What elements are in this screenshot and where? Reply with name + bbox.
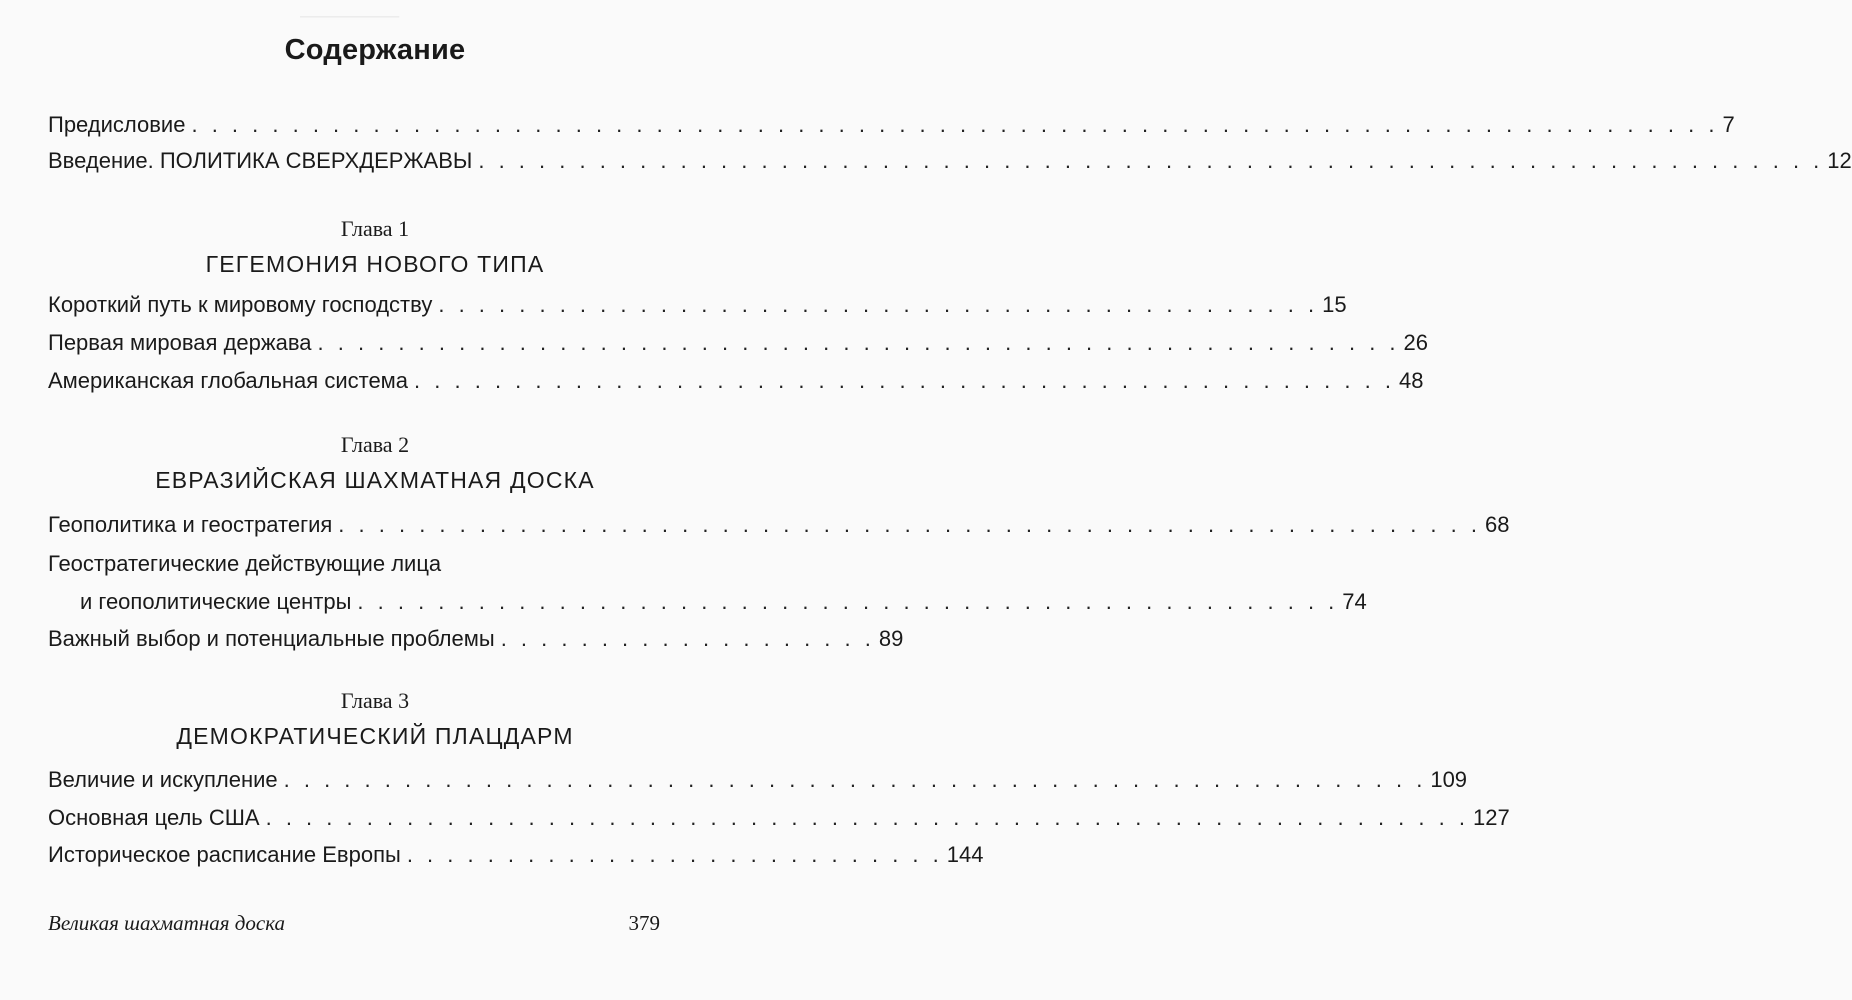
toc-entry-label: Введение. ПОЛИТИКА СВЕРХДЕРЖАВЫ bbox=[48, 148, 473, 173]
toc-entry-page: 26 bbox=[1403, 330, 1429, 355]
toc-entry-label: Основная цель США bbox=[48, 805, 260, 830]
dot-leader: . . . . . . . . . . . . . . . . . . . . . . . . . . . . . . . . . . . . . . . . . . . . . . . . . . . . . . bbox=[317, 330, 1400, 355]
chapter-title: ЕВРАЗИЙСКАЯ ШАХМАТНАЯ ДОСКА bbox=[155, 467, 595, 493]
toc-entry-introduction bbox=[48, 146, 1852, 176]
toc-entry-page: 68 bbox=[1485, 512, 1510, 537]
dot-leader: . . . . . . . . . . . . . . . . . . . . . . . . . . . . . . . . . . . . . . . . . . . . . . . . . . . . . . . . . bbox=[283, 767, 1427, 792]
toc-entry bbox=[48, 290, 1347, 320]
dot-leader: . . . . . . . . . . . . . . . . . . . . . . . . . . . . . . . . . . . . . . . . . . . . . . . . . . . . . . . . . . . . . . . . . . . bbox=[478, 148, 1824, 173]
toc-entry bbox=[48, 328, 1429, 358]
chapter-number: Глава 3 bbox=[340, 688, 410, 713]
toc-entry bbox=[48, 803, 1510, 833]
toc-entry-label: Величие и искупление bbox=[48, 767, 278, 792]
chapter-title: ДЕМОКРАТИЧЕСКИЙ ПЛАЦДАРМ bbox=[176, 723, 574, 749]
chapter-title: ГЕГЕМОНИЯ НОВОГО ТИПА bbox=[205, 251, 545, 277]
toc-entry-label: Американская глобальная система bbox=[48, 368, 409, 393]
dot-leader: . . . . . . . . . . . . . . . . . . . . . . . . . . . bbox=[406, 842, 943, 867]
toc-entry-page: 7 bbox=[1722, 112, 1735, 137]
toc-entry-label: Геополитика и геостратегия bbox=[48, 512, 333, 537]
toc-entry-page: 144 bbox=[946, 842, 984, 867]
toc-entry-label: Первая мировая держава bbox=[48, 330, 312, 355]
toc-entry-label: Предисловие bbox=[48, 112, 186, 137]
dot-leader: . . . . . . . . . . . . . . . . . . . . . . . . . . . . . . . . . . . . . . . . . . . . . . . . . . . . . . . . . . . . bbox=[265, 805, 1469, 830]
toc-entry-page: 15 bbox=[1322, 292, 1347, 317]
toc-entry-preface bbox=[48, 110, 1735, 140]
toc-entry bbox=[48, 510, 1510, 540]
toc-entry-page: 127 bbox=[1472, 805, 1510, 830]
toc-entry-label: Историческое расписание Европы bbox=[48, 842, 401, 867]
toc-entry-first-line: Геостратегические действующие лица bbox=[48, 551, 442, 576]
toc-entry bbox=[48, 624, 904, 654]
dot-leader: . . . . . . . . . . . . . . . . . . . bbox=[500, 626, 875, 651]
toc-entry-page: 74 bbox=[1342, 589, 1367, 614]
page-title: Содержание bbox=[284, 34, 466, 66]
toc-entry bbox=[48, 840, 984, 870]
chapter-number: Глава 1 bbox=[340, 216, 410, 241]
dot-leader: . . . . . . . . . . . . . . . . . . . . . . . . . . . . . . . . . . . . . . . . . . . . . . . . . bbox=[357, 589, 1339, 614]
running-footer-title: Великая шахматная доска bbox=[48, 911, 286, 935]
page-number: 379 bbox=[628, 911, 660, 935]
toc-entry-page: 12 bbox=[1827, 148, 1852, 173]
toc-entry-page: 109 bbox=[1430, 767, 1468, 792]
toc-entry-page: 48 bbox=[1398, 368, 1424, 393]
dot-leader: . . . . . . . . . . . . . . . . . . . . . . . . . . . . . . . . . . . . . . . . . . . . . . . . . . . . . . . . . . . . . . . . . . . . . . . . . . . . bbox=[191, 112, 1719, 137]
dot-leader: . . . . . . . . . . . . . . . . . . . . . . . . . . . . . . . . . . . . . . . . . . . . bbox=[438, 292, 1319, 317]
toc-entry bbox=[48, 366, 1424, 396]
toc-entry-page: 89 bbox=[878, 626, 904, 651]
chapter-number: Глава 2 bbox=[340, 432, 410, 457]
toc-entry-continuation bbox=[80, 587, 1367, 617]
toc-entry-label: Короткий путь к мировому господству bbox=[48, 292, 433, 317]
dot-leader: . . . . . . . . . . . . . . . . . . . . . . . . . . . . . . . . . . . . . . . . . . . . . . . . . bbox=[414, 368, 1395, 393]
dot-leader: . . . . . . . . . . . . . . . . . . . . . . . . . . . . . . . . . . . . . . . . . . . . . . . . . . . . . . . . . bbox=[338, 512, 1481, 537]
toc-entry-label: Важный выбор и потенциальные проблемы bbox=[48, 626, 495, 651]
bleed-through-text: ─────── bbox=[300, 6, 400, 28]
toc-entry bbox=[48, 765, 1468, 795]
toc-entry-label: и геополитические центры bbox=[80, 589, 352, 614]
